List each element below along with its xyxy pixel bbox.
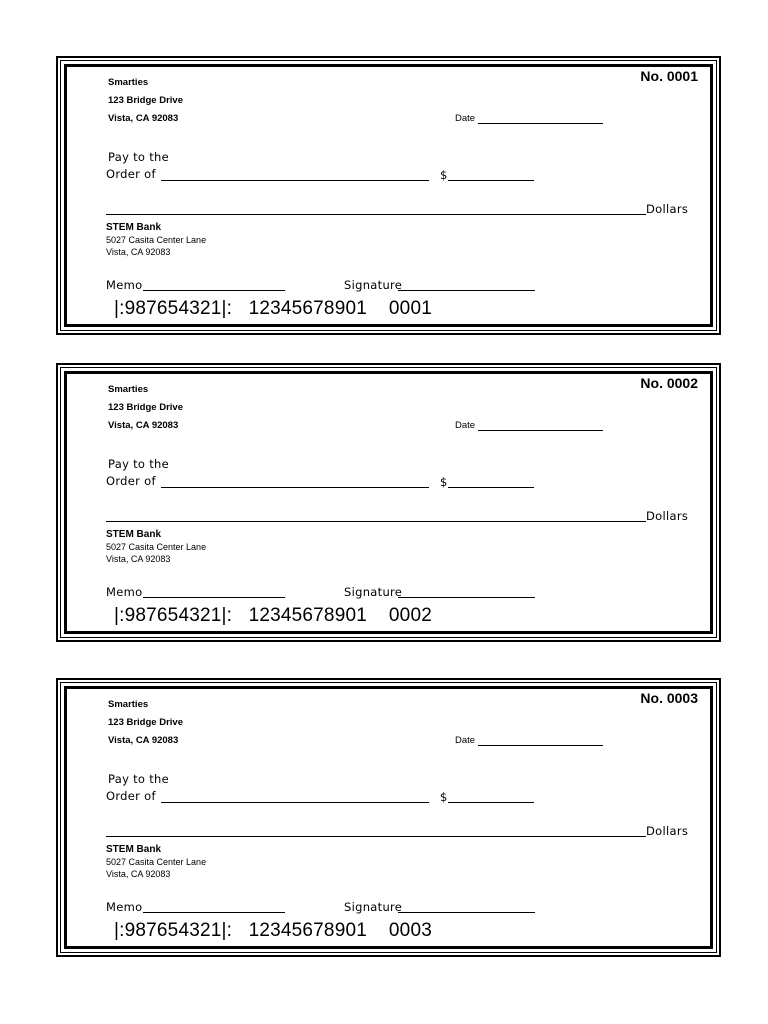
date-label: Date [455, 735, 476, 746]
order-of-label: Order of [106, 167, 156, 181]
payer-address-line1: 123 Bridge Drive [108, 95, 183, 106]
signature-label: Signature [344, 278, 403, 292]
signature-field[interactable] [398, 912, 535, 913]
micr-line: |:987654321|: 12345678901 0001 [114, 298, 432, 319]
pay-to-label: Pay to the [108, 150, 169, 164]
bank-name: STEM Bank [106, 844, 162, 855]
signature-label: Signature [344, 900, 403, 914]
amount-words-field[interactable] [106, 836, 646, 837]
amount-field[interactable] [448, 802, 534, 803]
bank-address-line2: Vista, CA 92083 [106, 554, 171, 564]
payee-field[interactable] [161, 802, 429, 803]
payee-field[interactable] [161, 180, 429, 181]
payer-name: Smarties [108, 699, 149, 710]
payer-address-line1: 123 Bridge Drive [108, 402, 183, 413]
date-field[interactable] [478, 430, 603, 431]
signature-field[interactable] [398, 597, 535, 598]
amount-field[interactable] [448, 487, 534, 488]
order-of-label: Order of [106, 474, 156, 488]
memo-field[interactable] [143, 912, 285, 913]
memo-label: Memo [106, 278, 143, 292]
signature-label: Signature [344, 585, 403, 599]
date-field[interactable] [478, 123, 603, 124]
amount-field[interactable] [448, 180, 534, 181]
micr-line: |:987654321|: 12345678901 0003 [114, 920, 432, 941]
dollars-label: Dollars [646, 824, 689, 838]
dollar-sign: $ [440, 168, 448, 182]
dollars-label: Dollars [646, 202, 689, 216]
pay-to-label: Pay to the [108, 772, 169, 786]
date-field[interactable] [478, 745, 603, 746]
dollars-label: Dollars [646, 509, 689, 523]
check-number: No. 0001 [640, 68, 698, 84]
signature-field[interactable] [398, 290, 535, 291]
bank-address-line2: Vista, CA 92083 [106, 247, 171, 257]
date-label: Date [455, 113, 476, 124]
memo-field[interactable] [143, 597, 285, 598]
payer-address-line2: Vista, CA 92083 [108, 735, 179, 746]
bank-address-line1: 5027 Casita Center Lane [106, 542, 207, 552]
payer-name: Smarties [108, 77, 149, 88]
bank-address-line1: 5027 Casita Center Lane [106, 857, 207, 867]
check-number: No. 0003 [640, 690, 698, 706]
check [56, 363, 721, 642]
payee-field[interactable] [161, 487, 429, 488]
amount-words-field[interactable] [106, 214, 646, 215]
dollar-sign: $ [440, 475, 448, 489]
payer-address-line2: Vista, CA 92083 [108, 113, 179, 124]
bank-name: STEM Bank [106, 222, 162, 233]
check-number: No. 0002 [640, 375, 698, 391]
bank-address-line2: Vista, CA 92083 [106, 869, 171, 879]
memo-label: Memo [106, 900, 143, 914]
amount-words-field[interactable] [106, 521, 646, 522]
dollar-sign: $ [440, 790, 448, 804]
payer-name: Smarties [108, 384, 149, 395]
pay-to-label: Pay to the [108, 457, 169, 471]
check [56, 56, 721, 335]
bank-name: STEM Bank [106, 529, 162, 540]
memo-field[interactable] [143, 290, 285, 291]
payer-address-line2: Vista, CA 92083 [108, 420, 179, 431]
check [56, 678, 721, 957]
order-of-label: Order of [106, 789, 156, 803]
bank-address-line1: 5027 Casita Center Lane [106, 235, 207, 245]
payer-address-line1: 123 Bridge Drive [108, 717, 183, 728]
date-label: Date [455, 420, 476, 431]
memo-label: Memo [106, 585, 143, 599]
micr-line: |:987654321|: 12345678901 0002 [114, 605, 432, 626]
